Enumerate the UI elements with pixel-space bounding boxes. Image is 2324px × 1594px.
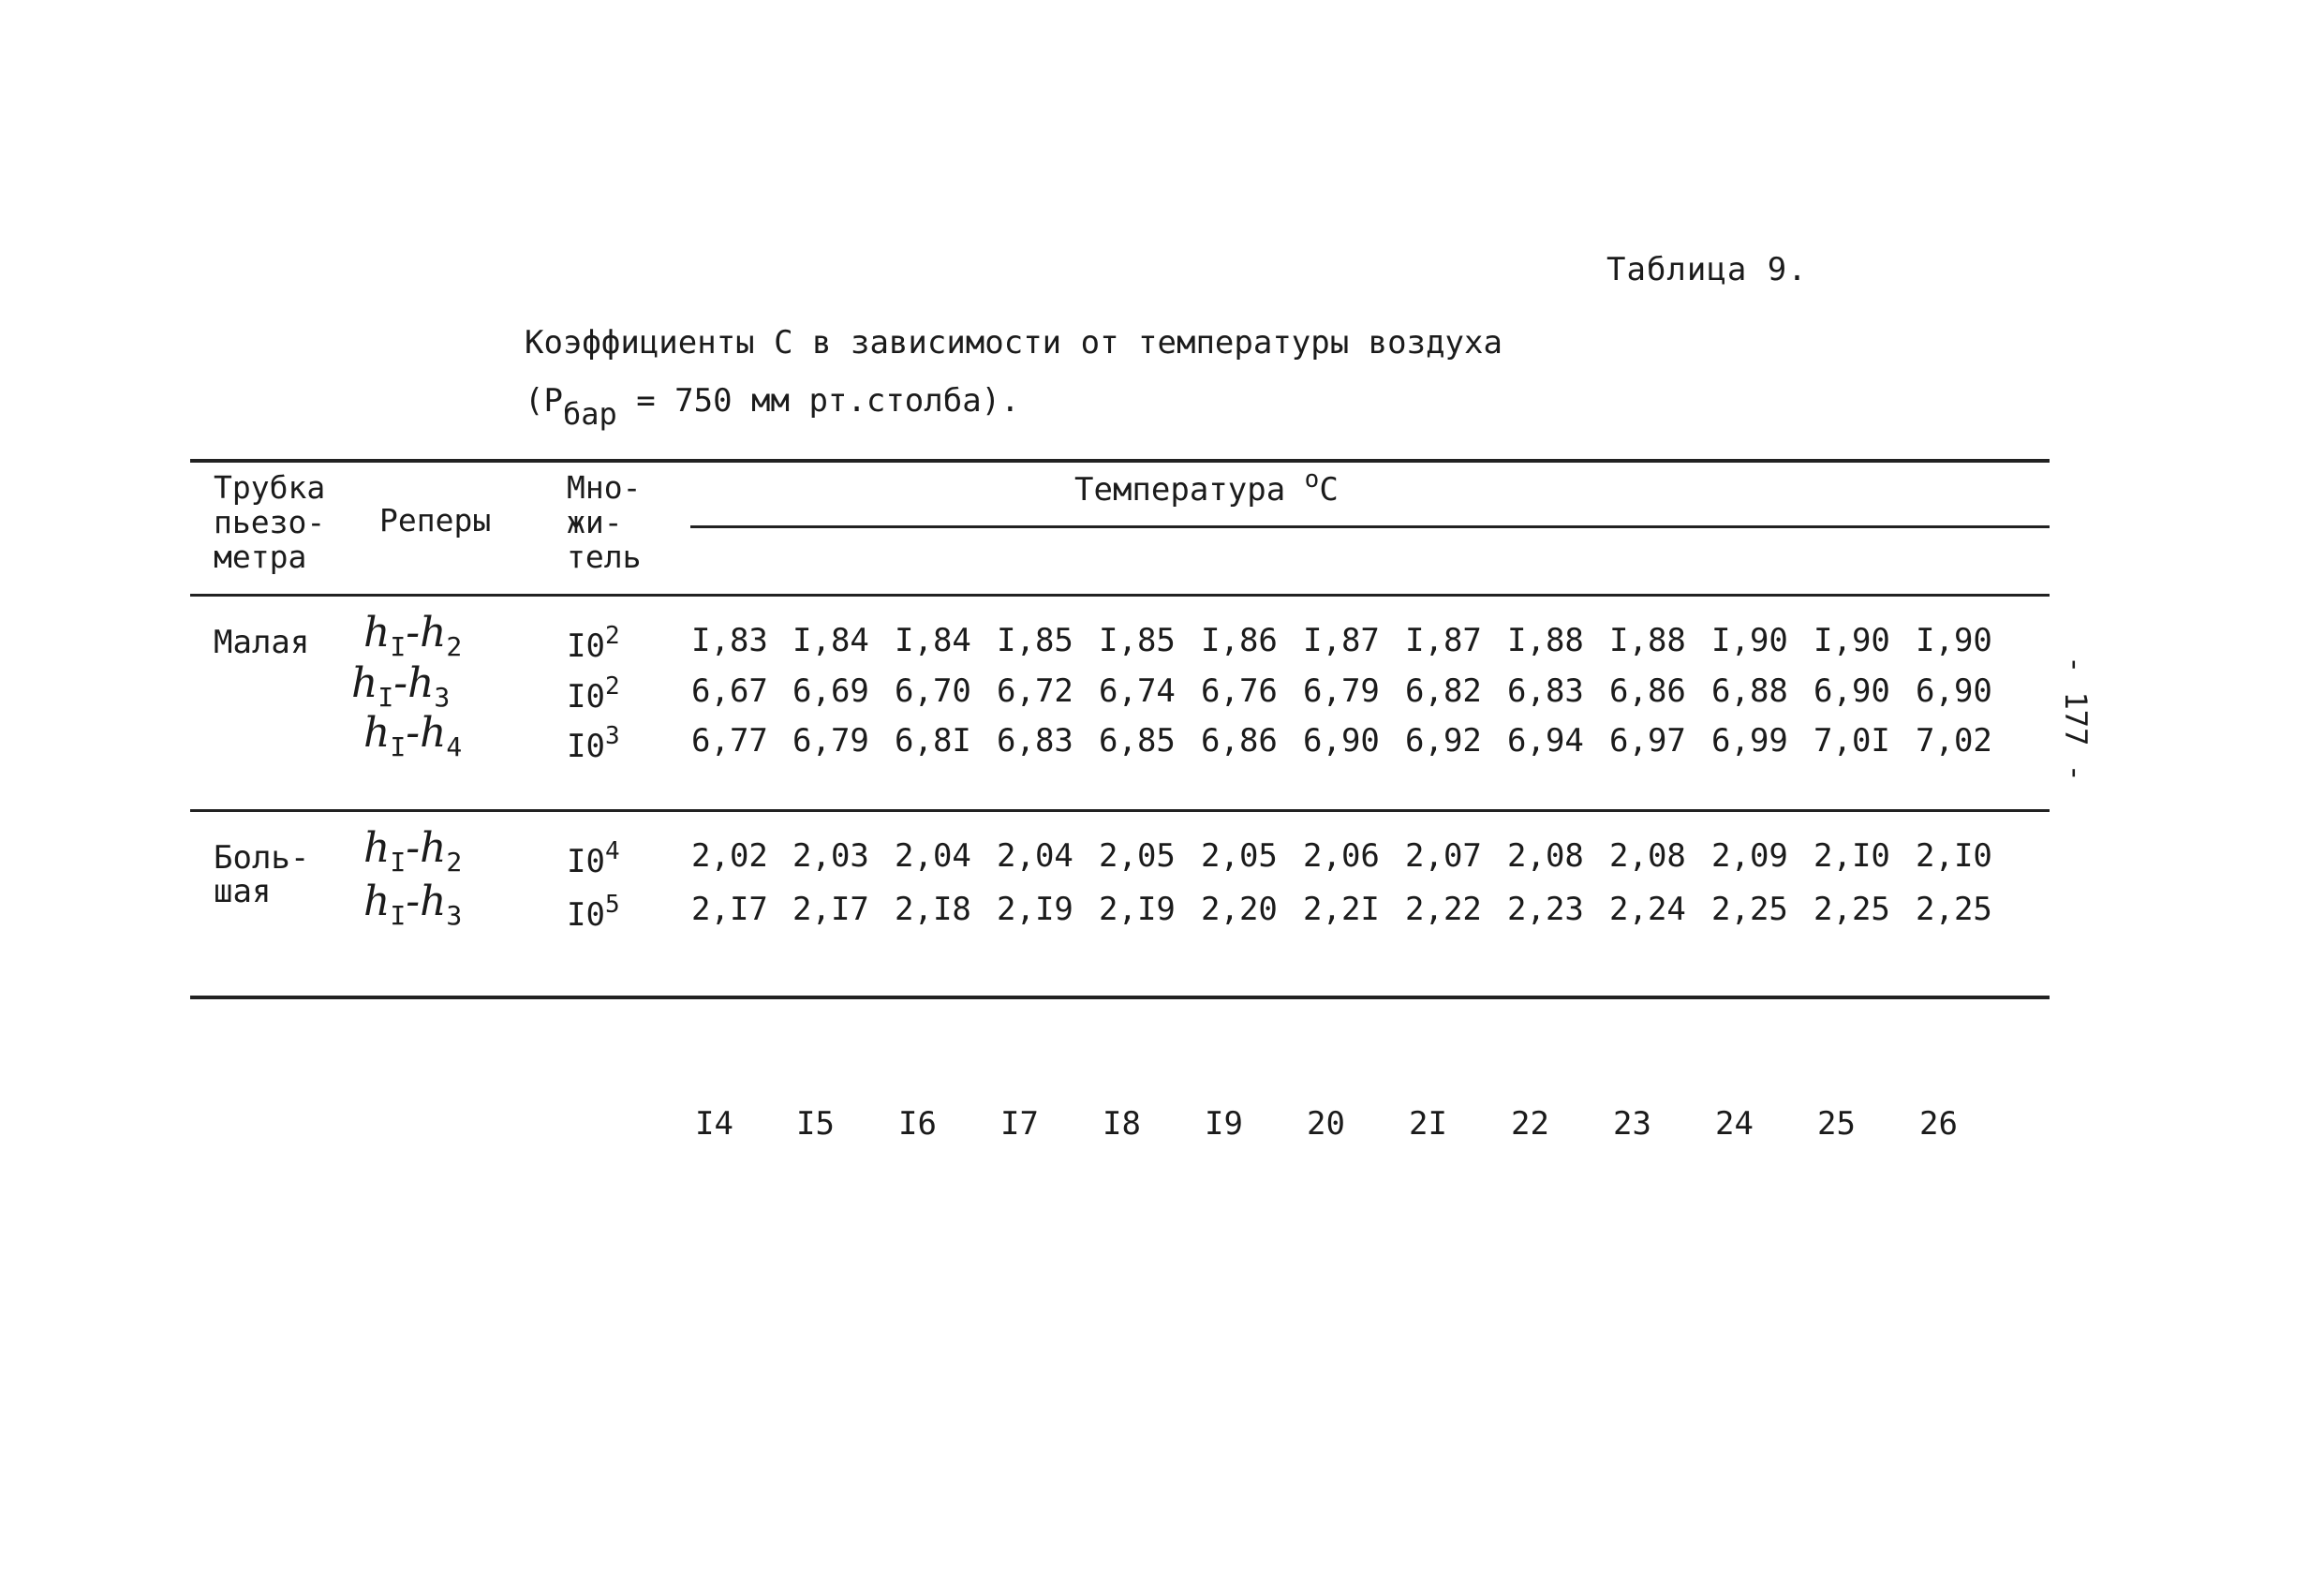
coefficient-value: I,85 xyxy=(1099,622,1176,659)
coefficient-value: 6,70 xyxy=(895,672,971,710)
coefficient-value: 6,97 xyxy=(1609,722,1686,760)
temperature-column-header: 25 xyxy=(1817,1105,1856,1143)
page-number: - 177 - xyxy=(2058,656,2094,782)
coefficient-value: 2,09 xyxy=(1711,837,1788,875)
coefficient-value: 6,67 xyxy=(691,672,768,710)
coefficient-value: 6,82 xyxy=(1405,672,1482,710)
temperature-column-header: I8 xyxy=(1103,1105,1141,1143)
coefficient-value: 6,79 xyxy=(1303,672,1380,710)
coefficient-value: 2,05 xyxy=(1201,837,1278,875)
coefficient-value: 6,86 xyxy=(1201,722,1278,760)
reference-pair: $h_I-h_4$ xyxy=(363,709,463,762)
coefficient-value: I,87 xyxy=(1303,622,1380,659)
coefficient-value: I,90 xyxy=(1711,622,1788,659)
temperature-column-header: 23 xyxy=(1613,1105,1651,1143)
temperature-column-header: I4 xyxy=(695,1105,733,1143)
coefficient-value: 2,I7 xyxy=(691,891,768,928)
coefficient-value: 2,23 xyxy=(1507,891,1584,928)
coefficient-value: 2,08 xyxy=(1609,837,1686,875)
header-bottom-rule xyxy=(190,594,2050,597)
coefficient-value: 6,74 xyxy=(1099,672,1176,710)
coefficient-value: I,87 xyxy=(1405,622,1482,659)
temperature-column-header: I6 xyxy=(898,1105,937,1143)
reference-pair: $h_I-h_2$ xyxy=(363,824,463,878)
coefficient-value: 2,I9 xyxy=(1099,891,1176,928)
header-references: Реперы xyxy=(379,502,492,539)
coefficient-value: 2,I8 xyxy=(895,891,971,928)
temperature-column-header: I5 xyxy=(796,1105,835,1143)
coefficient-value: 2,20 xyxy=(1201,891,1278,928)
coefficient-value: 2,I0 xyxy=(1813,837,1890,875)
coefficient-value: 6,90 xyxy=(1916,672,1992,710)
table-top-rule xyxy=(190,459,2050,463)
coefficient-value: 6,99 xyxy=(1711,722,1788,760)
coefficient-value: I,84 xyxy=(792,622,869,659)
coefficient-value: 2,I0 xyxy=(1916,837,1992,875)
header-multiplier: Мно- жи- тель xyxy=(567,469,642,575)
coefficient-value: 7,02 xyxy=(1916,722,1992,760)
coefficient-value: I,84 xyxy=(895,622,971,659)
multiplier-value: $I0^2$ xyxy=(567,672,620,716)
temperature-column-header: 24 xyxy=(1715,1105,1754,1143)
caption-line-1: Коэффициенты С в зависимости от температуры воздуха xyxy=(525,324,1502,362)
table-number: Таблица 9. xyxy=(1606,251,1808,288)
coefficient-value: 6,83 xyxy=(997,722,1073,760)
coefficient-value: I,90 xyxy=(1813,622,1890,659)
coefficient-value: 2,24 xyxy=(1609,891,1686,928)
coefficient-value: 6,76 xyxy=(1201,672,1278,710)
coefficient-value: 6,72 xyxy=(997,672,1073,710)
coefficient-value: I,83 xyxy=(691,622,768,659)
coefficient-value: 2,I9 xyxy=(997,891,1073,928)
coefficient-value: 6,90 xyxy=(1813,672,1890,710)
coefficient-value: 2,03 xyxy=(792,837,869,875)
coefficient-value: 6,86 xyxy=(1609,672,1686,710)
coefficient-value: 2,22 xyxy=(1405,891,1482,928)
coefficient-value: I,86 xyxy=(1201,622,1278,659)
coefficient-value: 6,8I xyxy=(895,722,971,760)
reference-pair: $h_I-h_3$ xyxy=(363,878,463,931)
temperature-column-header: 22 xyxy=(1511,1105,1549,1143)
reference-pair: $h_I-h_3$ xyxy=(351,659,451,713)
coefficient-value: 2,02 xyxy=(691,837,768,875)
table-caption xyxy=(525,314,1502,443)
coefficient-value: 7,0I xyxy=(1813,722,1890,760)
coefficient-value: 2,I7 xyxy=(792,891,869,928)
coefficient-value: I,90 xyxy=(1916,622,1992,659)
header-tube: Трубка пьезо- метра xyxy=(214,469,326,575)
coefficient-value: 6,88 xyxy=(1711,672,1788,710)
coefficient-value: 2,2I xyxy=(1303,891,1380,928)
coefficient-value: I,88 xyxy=(1507,622,1584,659)
coefficient-value: 6,69 xyxy=(792,672,869,710)
reference-pair: $h_I-h_2$ xyxy=(363,609,463,662)
coefficient-value: 6,92 xyxy=(1405,722,1482,760)
temperature-column-header: 20 xyxy=(1307,1105,1345,1143)
multiplier-value: $I0^2$ xyxy=(567,622,620,665)
coefficient-value: 2,08 xyxy=(1507,837,1584,875)
group-divider-rule xyxy=(190,809,2050,812)
temperature-column-header: I7 xyxy=(1000,1105,1039,1143)
multiplier-value: $I0^5$ xyxy=(567,891,620,934)
tube-name: Боль- шая xyxy=(214,839,310,910)
coefficient-value: 6,90 xyxy=(1303,722,1380,760)
coefficient-value: 2,07 xyxy=(1405,837,1482,875)
coefficient-value: I,88 xyxy=(1609,622,1686,659)
coefficient-value: 2,25 xyxy=(1916,891,1992,928)
header-temperature: Температура $^о$С xyxy=(1074,465,1339,509)
coefficient-value: 2,25 xyxy=(1813,891,1890,928)
caption-line-2: ($Р_{бар} = 750$ мм рт.столба). xyxy=(525,382,1020,432)
coefficient-value: 2,06 xyxy=(1303,837,1380,875)
multiplier-value: $I0^4$ xyxy=(567,837,620,880)
temperature-column-header: 26 xyxy=(1919,1105,1958,1143)
table-bottom-rule xyxy=(190,996,2050,999)
temperature-column-header: I9 xyxy=(1205,1105,1243,1143)
coefficient-value: 6,83 xyxy=(1507,672,1584,710)
coefficient-value: 6,94 xyxy=(1507,722,1584,760)
multiplier-value: $I0^3$ xyxy=(567,722,620,765)
coefficient-value: I,85 xyxy=(997,622,1073,659)
coefficient-value: 2,04 xyxy=(997,837,1073,875)
coefficient-value: 6,79 xyxy=(792,722,869,760)
temperature-header-rule xyxy=(690,525,2050,528)
coefficient-value: 2,05 xyxy=(1099,837,1176,875)
tube-name: Малая xyxy=(214,624,310,661)
coefficient-value: 6,77 xyxy=(691,722,768,760)
coefficient-value: 2,25 xyxy=(1711,891,1788,928)
coefficient-value: 2,04 xyxy=(895,837,971,875)
coefficient-value: 6,85 xyxy=(1099,722,1176,760)
temperature-column-header: 2I xyxy=(1409,1105,1447,1143)
